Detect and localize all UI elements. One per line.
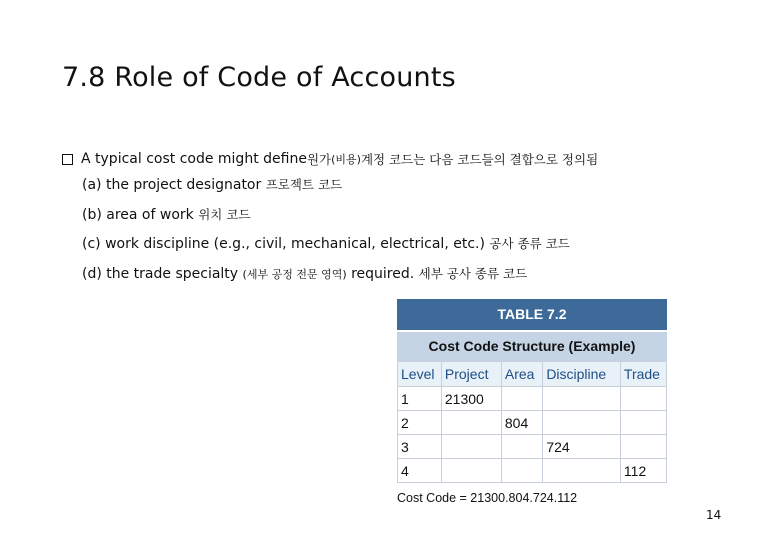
table-subtitle: Cost Code Structure (Example): [397, 330, 667, 361]
sub-item-en: (a) the project designator: [82, 177, 266, 193]
sub-item-en: (b) area of work: [82, 206, 199, 223]
table-cell: [620, 387, 666, 411]
sub-item-d: [82, 259, 598, 289]
table-cell: [620, 411, 666, 435]
table-cell: 724: [543, 435, 621, 459]
sub-item-kr: 공사 종류 코드: [489, 236, 570, 251]
sub-item-en: (d) the trade specialty: [82, 265, 243, 282]
table-cell: 1: [398, 387, 442, 411]
sub-item-c: [82, 229, 598, 259]
sub-item-en: (c) work discipline (e.g., civil, mechanical, electrical, etc.): [82, 236, 490, 252]
table-header-row: [398, 362, 667, 387]
header-discipline: Discipline: [543, 362, 621, 387]
bullet-list: [62, 148, 598, 288]
cost-code-formula: Cost Code = 21300.804.724.112: [397, 491, 578, 505]
table-cell: [543, 387, 621, 411]
header-area: Area: [501, 362, 542, 387]
header-project: Project: [441, 362, 501, 387]
cost-code-table: [397, 361, 667, 483]
slide-title: 7.8 Role of Code of Accounts: [62, 62, 456, 93]
sub-item-kr: 위치 코드: [198, 206, 251, 222]
main-bullet-kr-2: 계정 코드는 다음 코드들의 결합으로 정의됨: [360, 152, 599, 167]
table-cell: [441, 459, 501, 483]
header-level: Level: [398, 362, 442, 387]
sub-item-kr: 세부 공사 종류 코드: [418, 265, 528, 281]
table-cell: [441, 435, 501, 459]
table-cell: [620, 435, 666, 459]
sub-item-kr-paren: (세부 공정 전문 영역): [242, 267, 347, 281]
checkbox-bullet-icon: [62, 154, 73, 165]
sub-item-kr: 프로젝트 코드: [265, 177, 343, 192]
page-number: 14: [706, 508, 722, 522]
table-cell: [501, 435, 542, 459]
table-row: [398, 435, 667, 459]
table-cell: 804: [501, 411, 542, 435]
table-row: [398, 387, 667, 411]
table-cell: [501, 459, 542, 483]
table-cell: [543, 459, 621, 483]
table-row: [398, 411, 667, 435]
table-cell: 3: [398, 435, 442, 459]
sub-item-a: [82, 170, 598, 200]
cost-code-table-figure: [397, 299, 667, 505]
sub-item-en-2: required.: [346, 265, 419, 282]
main-bullet-kr-paren: (비용): [331, 153, 361, 166]
table-cell: [543, 411, 621, 435]
main-bullet: [62, 148, 598, 170]
table-cell: [501, 387, 542, 411]
table-cell: 21300: [441, 387, 501, 411]
sub-item-b: [82, 200, 598, 230]
table-row: [398, 459, 667, 483]
table-cell: 4: [398, 459, 442, 483]
table-caption: TABLE 7.2: [397, 299, 667, 330]
header-trade: Trade: [620, 362, 666, 387]
table-cell: 2: [398, 411, 442, 435]
table-cell: [441, 411, 501, 435]
main-bullet-kr-1: 원가: [306, 152, 332, 167]
table-cell: 112: [620, 459, 666, 483]
main-bullet-en: A typical cost code might define: [81, 151, 307, 167]
